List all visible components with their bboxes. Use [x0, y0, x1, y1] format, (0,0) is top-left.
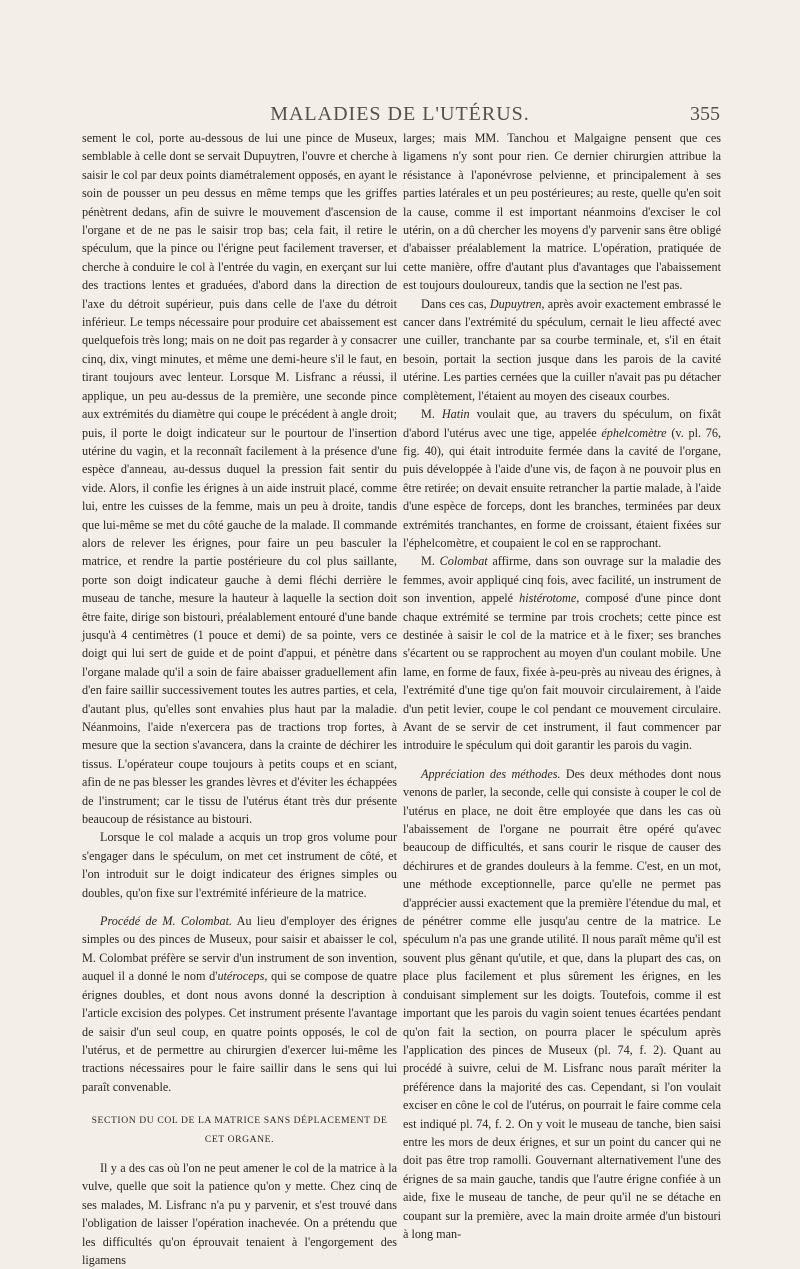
running-head	[0, 103, 800, 127]
left-column	[82, 129, 397, 1269]
person-name: Hatin	[441, 407, 470, 422]
person-name: Colombat	[439, 554, 488, 569]
paragraph: sement le col, porte au-dessous de lui une pince de Museux, semblable à celle dont se servait Dupuytren, l'ouvre et cherche à saisir le col par deux points diamétralement opposés, en ayant le soin de pousser un peu dessus en même temps que les griffes pénètrent dedans, afin de suivre le mouvement d'ascension de l'organe et de ne pas le saisir trop bas; cela fait, il retire le spéculum, que la pince ou l'érigne peut facilement traverser, et cherche à conduire le col à l'entrée du vagin, en exerçant sur lui des tractions lentes et graduées, d'abord dans la direction de l'axe du détroit supérieur, puis dans celle de l'axe du détroit inférieur. Le temps nécessaire pour produire cet abaissement est quelquefois très long; mais on ne doit pas regarder à y consacrer cinq, dix, vingt minutes, et même une demi-heure s'il le faut, en tirant toujours avec lenteur. Lorsque M. Lisfranc a réussi, il applique, un peu au-dessus de la première, une seconde pince aux extrémités du diamètre qui coupe le précédent à angle droit; puis, il porte le doigt indicateur sur le pourtour de l'insertion utérine du vagin, et la reconnaît facilement à la présence d'une espèce d'anneau, au-dessus duquel la pression fait sentir du vide. Alors, il confie les érignes à un aide instruit placé, comme lui, entre les cuisses de la femme, mais un peu à droite, tandis que lui-même se met du côté gauche de la malade. Il commande alors de relever les érignes, pour faire un peu basculer la matrice, et rendre la partie postérieure du col plus saillante, porte son doigt indicateur gauche à demi fléchi derrière le museau de tanche, mesure la hauteur à laquelle la section doit être faite, dirige son bistouri, préalablement entouré d'une bande jusqu'à 4 centimètres (1 pouce et demi) de sa pointe, vers ce doigt qui lui sert de guide et de point d'appui, et pénètre dans l'organe malade qu'il a soin de faire abaisser graduellement afin d'en faire saillir successivement toutes les autres parties, et cela, d'autant plus, qu'elles sont envahies plus haut par la maladie. Néanmoins, l'aide n'exercera pas de tractions trop fortes, à mesure que la section s'avancera, dans la crainte de déchirer les tissus. L'opérateur coupe toujours à petits coups et en sciant, afin de ne pas blesser les grandes lèvres et d'éviter les échappées de l'instrument; car le tissu de l'utérus étant très dur présente beaucoup de résistance au bistouri.	[82, 131, 397, 827]
paragraph: Lorsque le col malade a acquis un trop gros volume pour s'engager dans le spéculum, on met cet instrument de côté, et l'on introduit sur le doigt indicateur des érignes simples ou doubles, qu'on fixe sur l'extrémité inférieure de la matrice.	[82, 830, 397, 900]
running-head-title: MALADIES DE L'UTÉRUS.	[270, 103, 530, 125]
paragraph-title: Appréciation des méthodes.	[421, 766, 561, 781]
text-span: Dans ces cas,	[421, 296, 490, 311]
text-span: M.	[421, 407, 442, 422]
paragraph	[403, 405, 721, 552]
paragraph	[82, 912, 397, 1096]
right-column	[403, 129, 721, 1243]
paragraph-title: Procédé de M. Colombat.	[100, 914, 233, 929]
text-span: , qui se compose de quatre érignes doubles, et dont nous avons donné la description à l'article excision des polypes. Cet instrument présente l'avantage de saisir d'un seul coup, en quatre points opposés, le col de l'utérus, et de permettre au chirurgien d'exercer lui-même les tractions nécessaires pour le faire saillir dans le sens qui lui paraît convenable.	[82, 969, 397, 1094]
text-span: Des deux méthodes dont nous venons de parler, la seconde, celle qui consiste à couper le col de l'utérus en place, ne doit être employée que dans les cas où l'abaissement de l'organe ne pourrait être opéré qu'avec beaucoup de difficultés, et sans courir le risque de causer des déchirures et de grandes douleurs à la femme. C'est, en un mot, une méthode exceptionnelle, parce qu'elle ne permet pas d'apprécier aussi exactement que la première l'étendue du mal, et de pénétrer comme elle jusqu'au centre de la matrice. Le spéculum n'a pas une grande utilité. Il nous paraît même qu'il est souvent plus gênant qu'utile, et que, dans la plupart des cas, on place plus facilement et plus sûrement les érignes, en les conduisant simplement sur les doigts. Toutefois, comme il est important que les parois du vagin soient tenues écartées pendant qu'on fait la section, on pourra placer le spéculum après l'application des pinces de Museux (pl. 74, f. 2). Quant au procédé à suivre, celui de M. Lisfranc nous paraît mériter la préférence dans la majorité des cas. Cependant, si l'on voulait exciser en cône le col de l'utérus, on pourrait le faire comme cela est indiqué pl. 74, f. 2. On y voit le museau de tanche, bien saisi entre les mors de deux érignes, et sur un point du cancer qui ne doit pas être trop ramolli. Gouvernant alternativement l'une des érignes de sa main gauche, tandis que l'autre érigne confiée à un aide, fixe le museau de tanche, de peur qu'il ne se détache en coupant sur la première, avec la main droite armée d'un bistouri à long man-	[403, 766, 721, 1241]
text-span: (v. pl. 76, fig. 40), qui était introduite fermée dans la cavité de l'organe, puis développée à l'aide d'une vis, de façon à ne pouvoir plus en être retirée; on devait ensuite retrancher la partie malade, à l'aide d'une espèce de forceps, dont les branches, terminées par deux extrémités tranchantes, en forme de croissant, étaient fixées sur l'éphelcomètre, et coupaient le col en se rapprochant.	[403, 425, 722, 550]
section-heading: SECTION DU COL DE LA MATRICE SANS DÉPLACEMENT DE CET ORGANE.	[91, 1115, 388, 1145]
paragraph	[403, 765, 721, 1244]
term: éphelcomètre	[601, 425, 667, 440]
text-span: , après avoir exactement embrassé le cancer dans l'extrémité du spéculum, cernait le lieu affecté avec une cuiller, tranchante par sa courbe terminale, et, s'il en était besoin, portait la section jusque dans les parois de la cavité utérine. Les parties cernées que la cuiller n'avait pas pu détacher complètement, l'étaient au moyen des ciseaux courbes.	[403, 296, 722, 403]
term: utéroceps	[217, 969, 265, 984]
text-span: Au lieu d'employer des érignes simples ou des pinces de Museux, pour saisir et abaisser le col, M. Colombat préfère se servir d'un instrument de son invention, auquel il a donné le nom d'	[82, 914, 397, 984]
text-span: affirme, dans son ouvrage sur la maladie des femmes, avoir appliqué cinq fois, avec facilité, un instrument de son invention, appelé	[403, 554, 721, 606]
term: histérotome	[519, 591, 577, 606]
page-number: 355	[690, 103, 720, 125]
paragraph: larges; mais MM. Tanchou et Malgaigne pensent que ces ligamens n'y sont pour rien. Ce dernier chirurgien attribue la résistance à l'aponévrose pelvienne, et principalement à ses parties latérales et un peu postérieures; au reste, quelle qu'en soit la cause, comme il est important néanmoins d'exciser le col utérin, on a dû chercher les moyens d'y parvenir sans être obligé d'abaisser préalablement la matrice. L'opération, pratiquée de cette manière, offre d'autant plus d'avantages que l'abaissement est toujours douloureux, tandis que la section ne l'est pas.	[403, 131, 721, 293]
text-span: , composé d'une pince dont chaque extrémité se termine par trois crochets; cette pince est destinée à saisir le col de la matrice et à le fixer; ses branches s'écartent ou se rapprochent au moyen d'un coulant mobile. Une lame, en forme de faux, fixée à-peu-près au niveau des érignes, à l'extrémité d'une tige qu'on fait mouvoir circulairement, à l'aide d'un petit levier, coupe le col pendant ce mouvement circulaire. Avant de se servir de cet instrument, il faut commencer par introduire le spéculum qui doit garantir les parois du vagin.	[403, 591, 721, 753]
paragraph	[403, 295, 721, 405]
paragraph: Il y a des cas où l'on ne peut amener le col de la matrice à la vulve, quelle que soit la patience qu'on y mette. Chez cinq de ses malades, M. Lisfranc n'a pu y parvenir, et s'est trouvé dans l'obligation de laisser l'opération inachevée. On a prétendu que les difficultés qu'on éprouvait tenaient à l'engorgement des ligamens	[82, 1160, 397, 1267]
text-span: M.	[421, 554, 440, 569]
person-name: Dupuytren	[489, 296, 542, 311]
paragraph	[403, 552, 721, 754]
text-span: voulait que, au travers du spéculum, on fixât d'abord l'utérus avec une tige, appelée	[403, 407, 721, 440]
